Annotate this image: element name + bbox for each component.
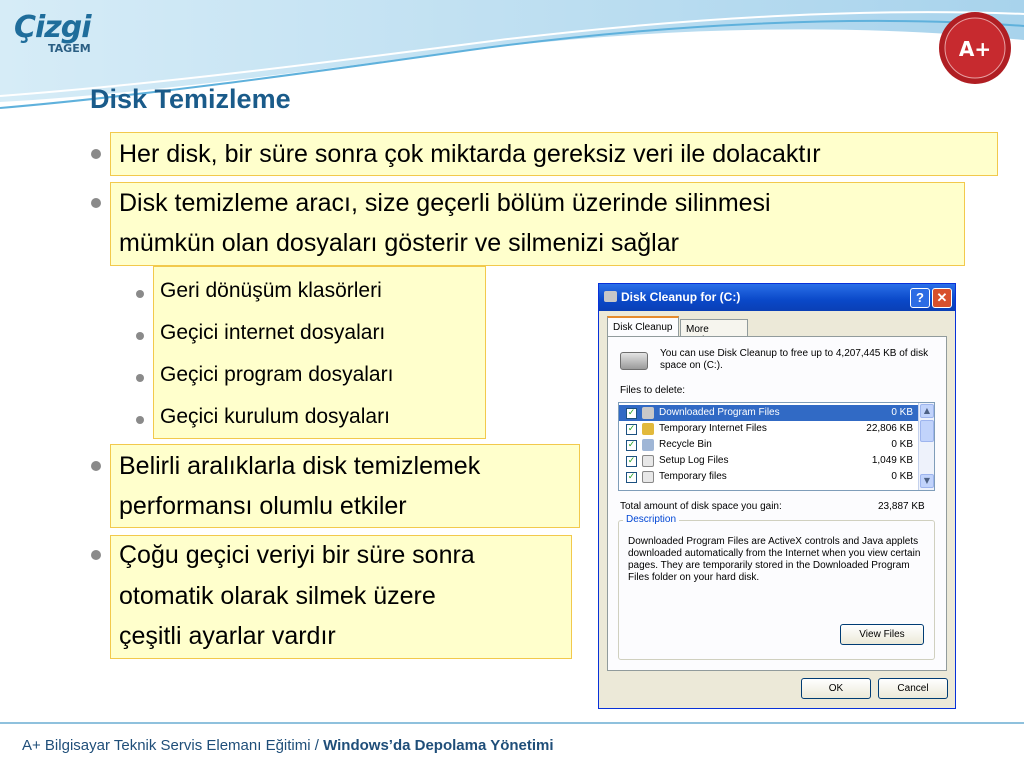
- total-gain-value: 23,887 KB: [878, 501, 925, 512]
- lock-icon: [642, 423, 654, 435]
- list-item[interactable]: [619, 421, 919, 437]
- checkbox[interactable]: ✓: [627, 408, 636, 418]
- scroll-up-icon[interactable]: ▲: [920, 404, 934, 418]
- footer-topic: Windows’da Depolama Yönetimi: [323, 737, 554, 754]
- file-category-name: Temporary files: [659, 471, 727, 482]
- slide-title: Disk Temizleme: [90, 84, 291, 114]
- description-line-4: Files folder on your hard disk.: [628, 572, 760, 583]
- total-gain-label: Total amount of disk space you gain:: [620, 501, 782, 512]
- file-category-name: Recycle Bin: [659, 439, 712, 450]
- disk-cleanup-icon: [604, 291, 617, 302]
- sub-bullet-dot: [136, 416, 144, 424]
- scroll-thumb[interactable]: [920, 420, 934, 442]
- tab-disk-cleanup[interactable]: Disk Cleanup: [607, 316, 679, 338]
- scroll-down-icon[interactable]: ▼: [920, 474, 934, 488]
- file-category-size: 0 KB: [891, 439, 913, 450]
- file-category-name: Temporary Internet Files: [659, 423, 767, 434]
- sub-bullet-dot: [136, 374, 144, 382]
- intro-text-line-1: You can use Disk Cleanup to free up to 4,207,445 KB of disk: [660, 348, 929, 359]
- hard-drive-icon: [620, 352, 648, 370]
- description-label: Description: [623, 514, 679, 525]
- logo: Çizgi: [14, 10, 91, 45]
- list-item[interactable]: [619, 405, 919, 421]
- checkbox[interactable]: ✓: [627, 472, 636, 482]
- bullet-2-line-1: Disk temizleme aracı, size geçerli bölüm üzerinde silinmesi: [119, 189, 771, 217]
- cancel-button[interactable]: Cancel: [878, 678, 948, 699]
- disk-cleanup-dialog: [598, 283, 956, 709]
- view-files-button[interactable]: View Files: [840, 624, 924, 645]
- list-item[interactable]: [619, 437, 919, 453]
- description-line-1: Downloaded Program Files are ActiveX controls and Java applets: [628, 536, 919, 547]
- file-category-name: Downloaded Program Files: [659, 407, 780, 418]
- temp-file-icon: [642, 471, 654, 483]
- file-category-size: 0 KB: [891, 407, 913, 418]
- bullet-1-text: Her disk, bir süre sonra çok miktarda gereksiz veri ile dolacaktır: [119, 140, 821, 168]
- bullet-4-line-2: otomatik olarak silmek üzere: [119, 582, 436, 610]
- certification-seal-icon: [936, 9, 1014, 87]
- files-list[interactable]: [618, 402, 935, 491]
- bullet-2-line-2: mümkün olan dosyaları gösterir ve silmenizi sağlar: [119, 229, 679, 257]
- list-item[interactable]: [619, 453, 919, 469]
- file-category-size: 1,049 KB: [871, 455, 913, 466]
- description-line-3: pages. They are temporarily stored in the Downloaded Program: [628, 560, 910, 571]
- ok-button[interactable]: OK: [801, 678, 871, 699]
- footer-course: A+ Bilgisayar Teknik Servis Elemanı Eğitimi /: [22, 737, 324, 754]
- list-scrollbar[interactable]: [918, 403, 934, 490]
- sub-bullet-dot: [136, 290, 144, 298]
- bullet-4-line-3: çeşitli ayarlar vardır: [119, 622, 336, 650]
- footer-divider: [0, 722, 1024, 724]
- bullet-dot: [91, 149, 101, 159]
- logo-subtitle: TAGEM: [48, 42, 91, 55]
- sub-bullet-4: Geçici kurulum dosyaları: [160, 405, 390, 428]
- file-category-name: Setup Log Files: [659, 455, 729, 466]
- tab-more-options[interactable]: More: [680, 319, 748, 339]
- badge-label: A+: [958, 37, 992, 61]
- folder-icon: [642, 407, 654, 419]
- bullet-3-line-1: Belirli aralıklarla disk temizlemek: [119, 452, 481, 480]
- dialog-titlebar: [599, 284, 955, 311]
- checkbox[interactable]: ✓: [627, 440, 636, 450]
- sub-bullet-3: Geçici program dosyaları: [160, 363, 394, 386]
- sub-bullet-1: Geri dönüşüm klasörleri: [160, 279, 382, 302]
- bullet-dot: [91, 550, 101, 560]
- recycle-bin-icon: [642, 439, 654, 451]
- bullet-4-line-1: Çoğu geçici veriyi bir süre sonra: [119, 541, 475, 569]
- sub-bullet-dot: [136, 332, 144, 340]
- dialog-title: Disk Cleanup for (C:): [621, 290, 741, 304]
- files-to-delete-label: Files to delete:: [620, 385, 686, 396]
- checkbox[interactable]: ✓: [627, 456, 636, 466]
- bullet-dot: [91, 198, 101, 208]
- footer: [22, 737, 554, 754]
- sub-bullet-2: Geçici internet dosyaları: [160, 321, 386, 344]
- description-line-2: downloaded automatically from the Internet when you view certain: [628, 548, 921, 559]
- close-button[interactable]: ✕: [932, 288, 952, 308]
- file-category-size: 22,806 KB: [866, 423, 913, 434]
- log-file-icon: [642, 455, 654, 467]
- bullet-dot: [91, 461, 101, 471]
- intro-text-line-2: space on (C:).: [660, 360, 723, 371]
- help-button[interactable]: ?: [910, 288, 930, 308]
- bullet-3-line-2: performansı olumlu etkiler: [119, 492, 407, 520]
- list-item[interactable]: [619, 469, 919, 485]
- checkbox[interactable]: ✓: [627, 424, 636, 434]
- file-category-size: 0 KB: [891, 471, 913, 482]
